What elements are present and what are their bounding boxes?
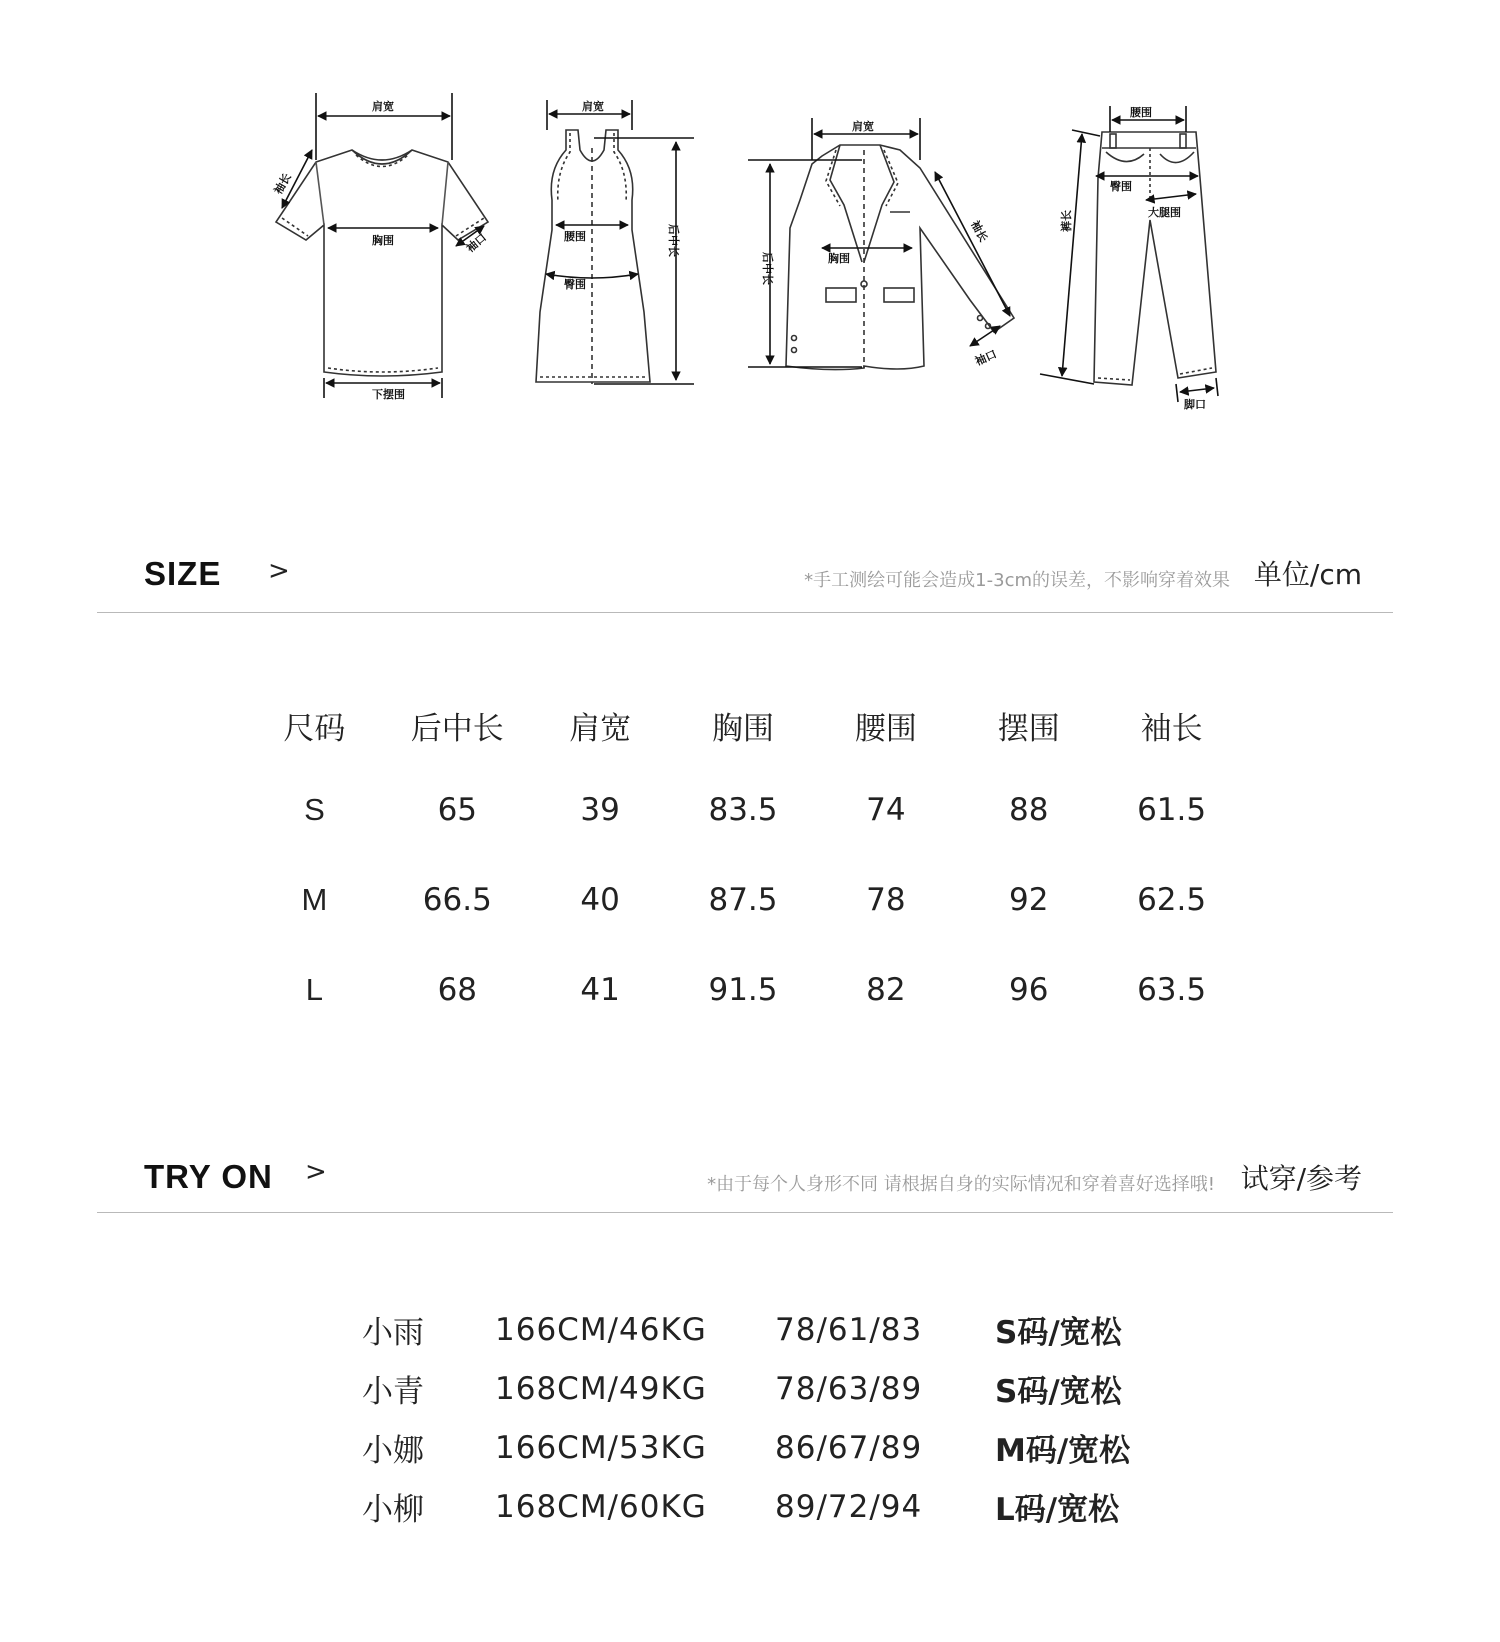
table-row [243,855,1243,945]
pants-hip-label: 臀围 [1110,180,1132,193]
size-cell: 74 [866,792,906,828]
tshirt-diagram [276,150,488,376]
tryon-section-note: *由于每个人身形不同 请根据自身的实际情况和穿着喜好选择哦! [707,1174,1215,1195]
size-cell: 61.5 [1137,792,1207,828]
size-table-header [243,685,1243,765]
tryon-height-weight: 168CM/60KG [495,1488,707,1525]
jacket-sleeve-label: 袖长 [968,218,990,245]
size-cell: 78 [866,882,906,918]
table-row [362,1300,1195,1359]
pants-waist-label: 腰围 [1130,106,1152,119]
table-row [243,765,1243,855]
size-cell: 88 [1009,792,1049,828]
tryon-model-name: 小柳 [362,1492,424,1528]
size-section-divider [97,612,1393,613]
tryon-size-fit: M码/宽松 [995,1433,1131,1469]
tshirt-hem-label: 下摆围 [372,388,405,401]
tryon-section-unit: 试穿/参考 [1240,1162,1362,1195]
size-header-back-length: 后中长 [410,710,504,747]
size-cell: 96 [1009,972,1049,1008]
size-cell: 65 [437,792,478,828]
size-section-unit: 单位/cm [1253,558,1362,591]
size-section-note: *手工测绘可能会造成1-3cm的误差，不影响穿着效果 [804,570,1230,591]
tryon-size-fit: S码/宽松 [995,1374,1122,1410]
size-section-title: SIZE [144,555,222,592]
size-cell: 83.5 [708,792,778,828]
size-section-arrow: > [268,556,290,586]
size-cell: 39 [580,792,620,828]
tryon-size-fit: S码/宽松 [995,1315,1122,1351]
tryon-model-name: 小雨 [362,1315,424,1351]
tshirt-sleeve-label: 袖长 [271,171,294,197]
tryon-section-title: TRY ON [144,1158,273,1195]
tshirt-chest-label: 胸围 [372,234,394,247]
tryon-height-weight: 166CM/53KG [495,1429,707,1466]
tryon-model-name: 小娜 [362,1433,424,1469]
size-cell: 91.5 [708,972,778,1008]
size-header-sleeve: 袖长 [1140,710,1203,747]
pants-diagram [1094,132,1216,385]
pants-length-label: 裤长 [1060,210,1073,232]
measurement-diagram [0,0,1500,440]
dress-hip-label: 臀围 [564,278,586,291]
size-cell: 92 [1009,882,1049,918]
dress-length-label: 后中长 [667,224,680,257]
size-cell: 68 [437,972,478,1008]
tryon-measurements: 86/67/89 [775,1429,923,1466]
tryon-table [362,1300,1195,1536]
size-header-shoulder: 肩宽 [569,710,632,747]
size-cell: L [305,972,324,1007]
tryon-height-weight: 168CM/49KG [495,1370,707,1407]
size-header-size: 尺码 [283,710,346,747]
size-cell: 66.5 [422,882,492,918]
size-cell: S [304,792,325,827]
jacket-chest-label: 胸围 [828,252,850,265]
size-cell: 82 [866,972,906,1008]
dress-diagram [536,130,650,384]
table-row [362,1359,1195,1418]
tryon-height-weight: 166CM/46KG [495,1311,707,1348]
tryon-model-name: 小青 [362,1374,424,1410]
size-header-waist: 腰围 [854,710,917,747]
size-cell: 41 [580,972,620,1008]
dress-shoulder-label: 肩宽 [582,100,604,113]
tshirt-shoulder-label: 肩宽 [372,100,394,113]
size-table [243,685,1243,1035]
tryon-section-arrow: > [305,1157,327,1187]
jacket-length-label: 后中长 [761,252,774,285]
tryon-section-divider [97,1212,1393,1213]
size-cell: 63.5 [1137,972,1207,1008]
size-cell: 62.5 [1137,882,1207,918]
jacket-cuff-label: 袖口 [973,347,999,369]
table-row [362,1418,1195,1477]
pants-thigh-label: 大腿围 [1148,206,1181,219]
tryon-measurements: 78/61/83 [775,1311,923,1348]
tryon-measurements: 89/72/94 [775,1488,923,1525]
tryon-measurements: 78/63/89 [775,1370,923,1407]
size-cell: 40 [580,882,620,918]
size-cell: 87.5 [708,882,778,918]
size-header-hem: 摆围 [997,710,1060,747]
tshirt-cuff-label: 袖口 [463,231,490,256]
table-row [362,1477,1195,1536]
size-cell: M [301,882,328,917]
dress-waist-label: 腰围 [564,230,586,243]
table-row [243,945,1243,1035]
pants-leg-opening-label: 脚口 [1184,398,1206,411]
jacket-shoulder-label: 肩宽 [852,120,874,133]
size-header-chest: 胸围 [712,710,774,747]
tryon-size-fit: L码/宽松 [995,1492,1120,1528]
